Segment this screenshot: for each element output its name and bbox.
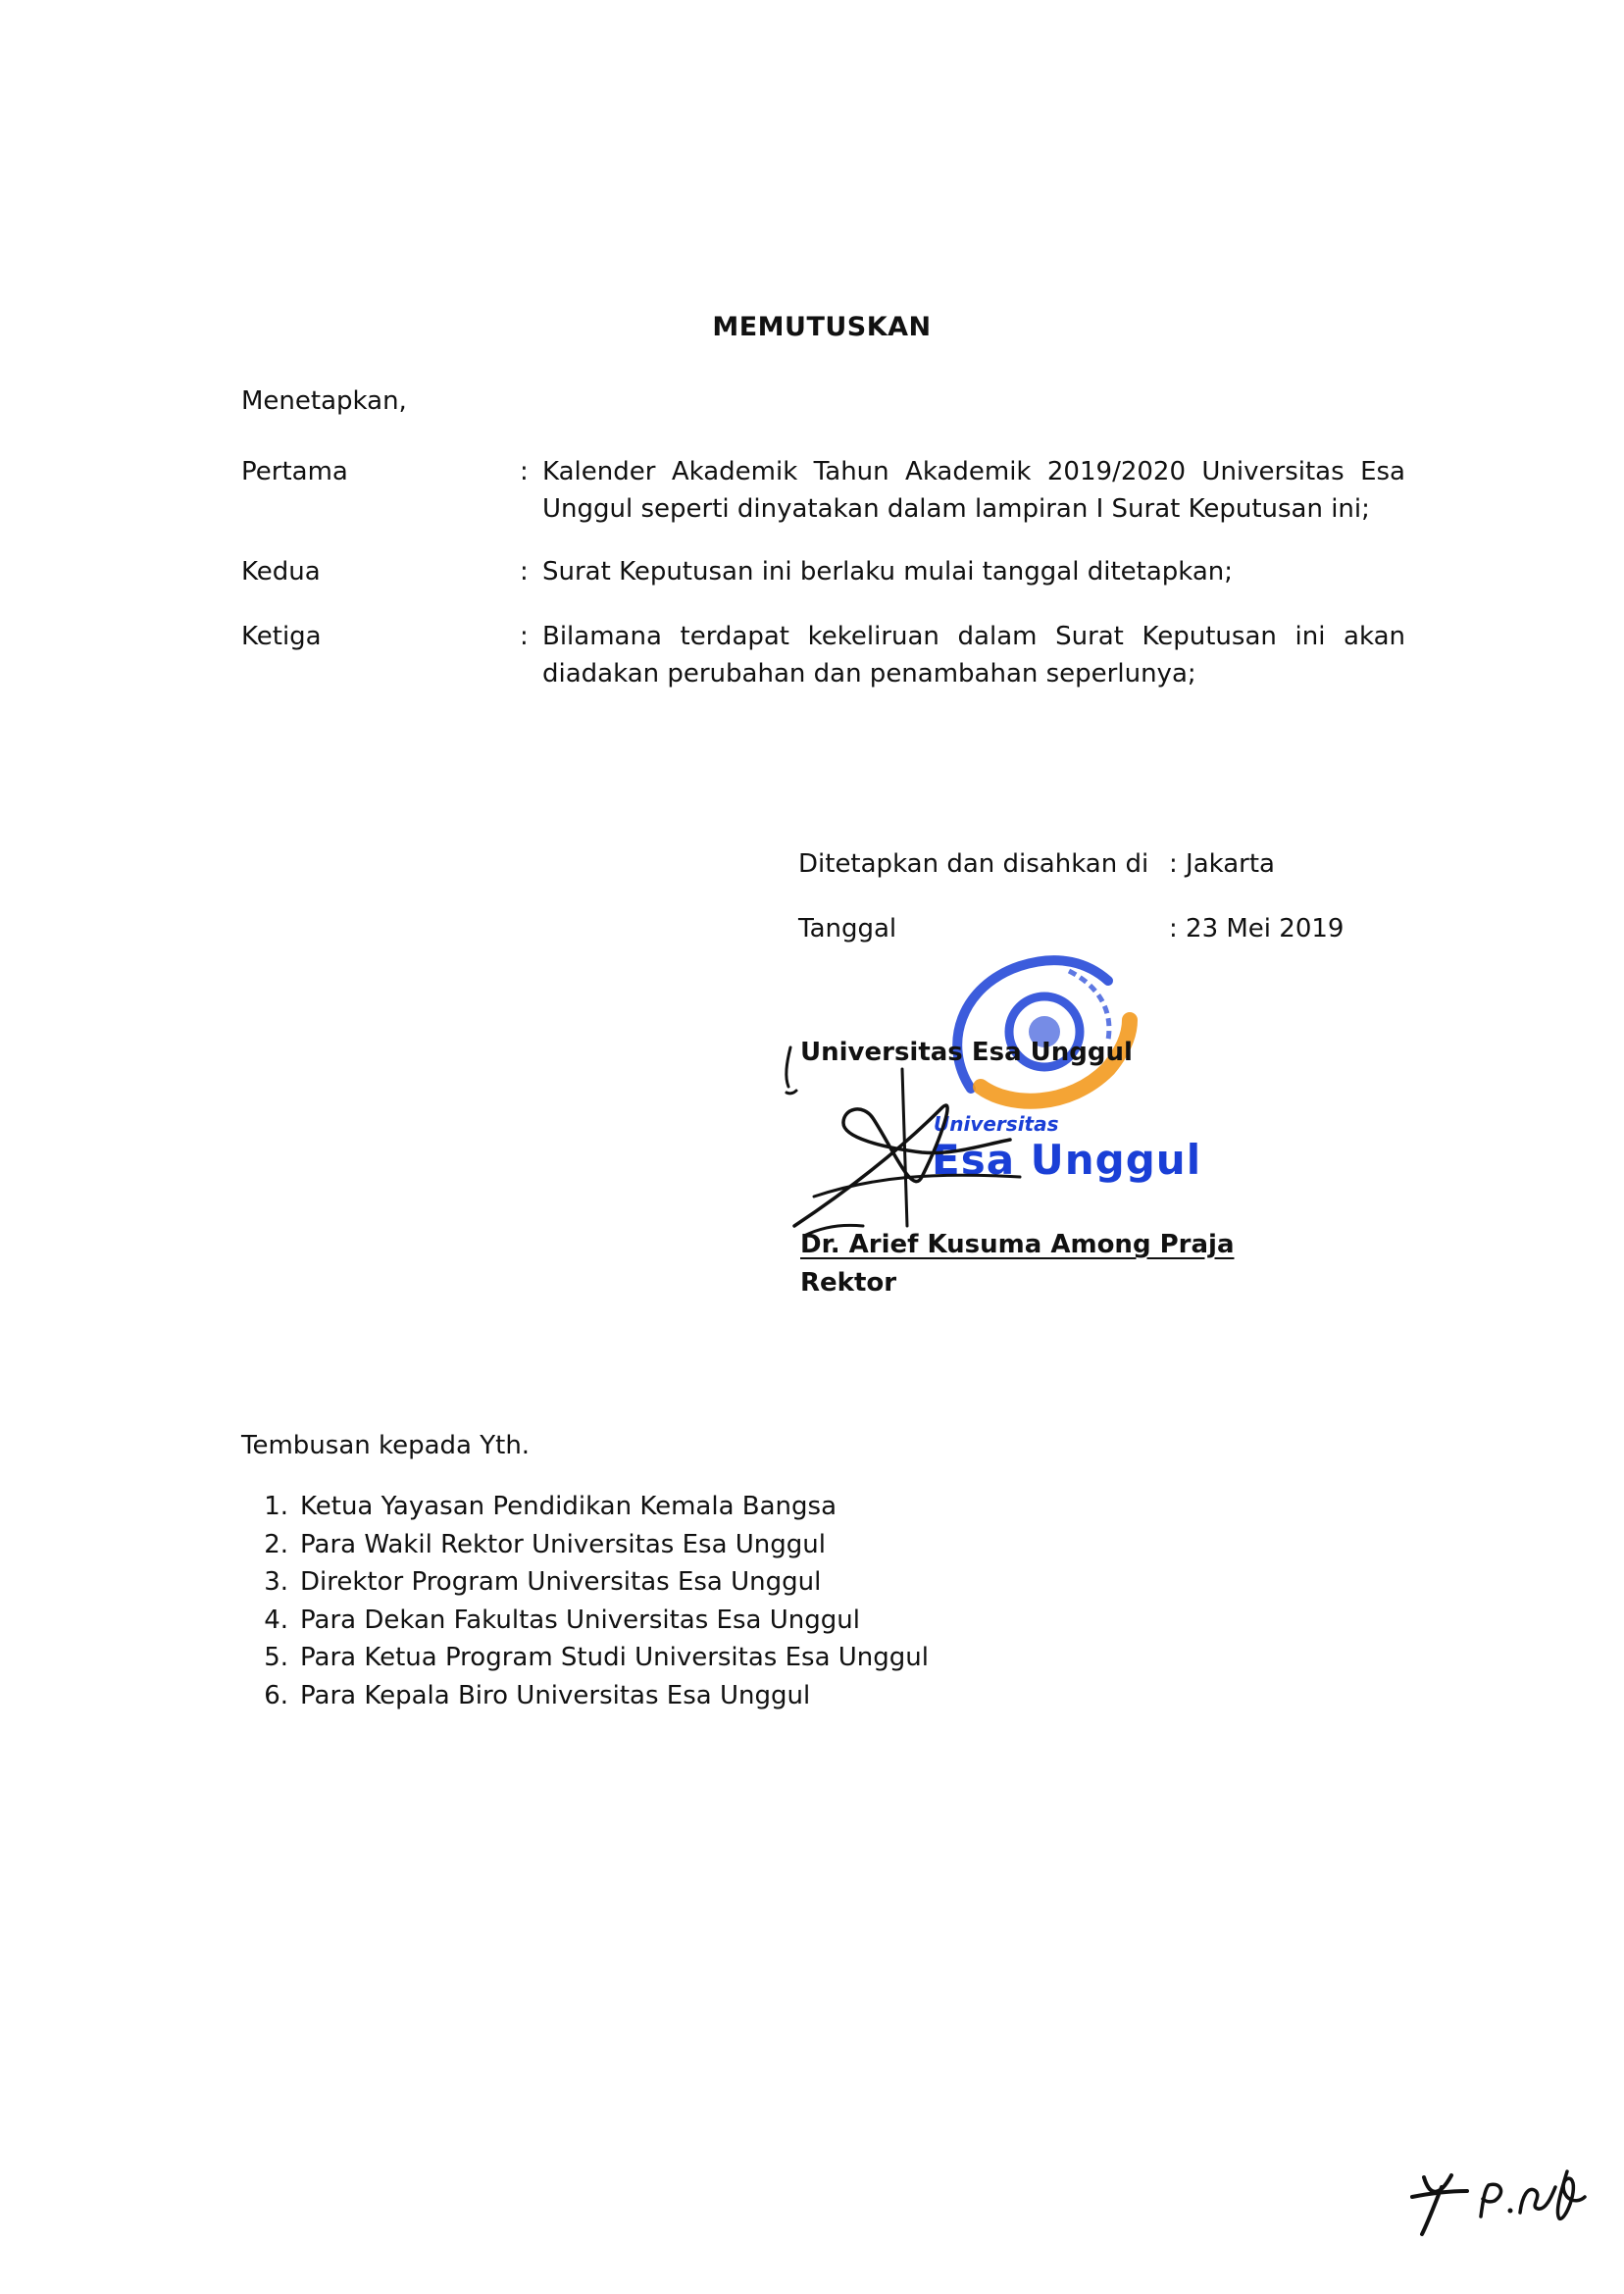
list-number: 5. xyxy=(264,1643,288,1672)
page-title: MEMUTUSKAN xyxy=(712,312,932,342)
list-number: 2. xyxy=(264,1529,288,1559)
item-colon-kedua: : xyxy=(520,557,529,586)
item-colon-pertama: : xyxy=(520,457,529,486)
list-item xyxy=(264,1677,929,1715)
place-value: : Jakarta xyxy=(1169,849,1275,879)
list-item xyxy=(264,1488,929,1526)
signer-name: Dr. Arief Kusuma Among Praja xyxy=(800,1230,1235,1259)
list-item xyxy=(264,1639,929,1677)
list-text: Para Wakil Rektor Universitas Esa Unggul xyxy=(300,1529,826,1559)
list-number: 1. xyxy=(264,1492,288,1521)
list-text: Ketua Yayasan Pendidikan Kemala Bangsa xyxy=(300,1492,837,1521)
list-text: Para Ketua Program Studi Universitas Esa Unggul xyxy=(300,1643,929,1672)
list-number: 6. xyxy=(264,1680,288,1710)
date-label: Tanggal xyxy=(798,914,897,943)
item-colon-ketiga: : xyxy=(520,622,529,651)
item-text-ketiga: Bilamana terdapat kekeliruan dalam Surat Keputusan ini akan diadakan perubahan dan penambahan seperlunya; xyxy=(542,622,1405,688)
stamp-text-small: Universitas xyxy=(934,1112,1059,1136)
list-text: Direktor Program Universitas Esa Unggul xyxy=(300,1567,822,1597)
item-text-pertama: Kalender Akademik Tahun Akademik 2019/2020 Universitas Esa Unggul seperti dinyatakan dalam lampiran I Surat Keputusan ini; xyxy=(542,457,1405,524)
cc-list xyxy=(241,1488,929,1714)
place-label: Ditetapkan dan disahkan di xyxy=(798,849,1149,879)
stamp-text-large: Esa Unggul xyxy=(932,1136,1202,1184)
institution-name: Universitas Esa Unggul xyxy=(800,1038,1133,1067)
list-item xyxy=(264,1526,929,1564)
list-item xyxy=(264,1602,929,1640)
list-number: 4. xyxy=(264,1605,288,1635)
signer-position: Rektor xyxy=(800,1268,897,1298)
paraf-initials xyxy=(1412,2158,1599,2236)
item-label-ketiga: Ketiga xyxy=(241,622,322,651)
list-number: 3. xyxy=(264,1567,288,1597)
item-label-pertama: Pertama xyxy=(241,457,348,486)
list-text: Para Dekan Fakultas Universitas Esa Unggul xyxy=(300,1605,860,1635)
date-value: : 23 Mei 2019 xyxy=(1169,914,1345,943)
intro-label: Menetapkan, xyxy=(241,386,407,416)
list-item xyxy=(264,1563,929,1602)
item-label-kedua: Kedua xyxy=(241,557,321,586)
handwritten-signature xyxy=(785,1030,1079,1236)
list-text: Para Kepala Biro Universitas Esa Unggul xyxy=(300,1680,811,1710)
item-text-kedua: Surat Keputusan ini berlaku mulai tanggal ditetapkan; xyxy=(542,557,1234,586)
cc-heading: Tembusan kepada Yth. xyxy=(241,1431,531,1460)
